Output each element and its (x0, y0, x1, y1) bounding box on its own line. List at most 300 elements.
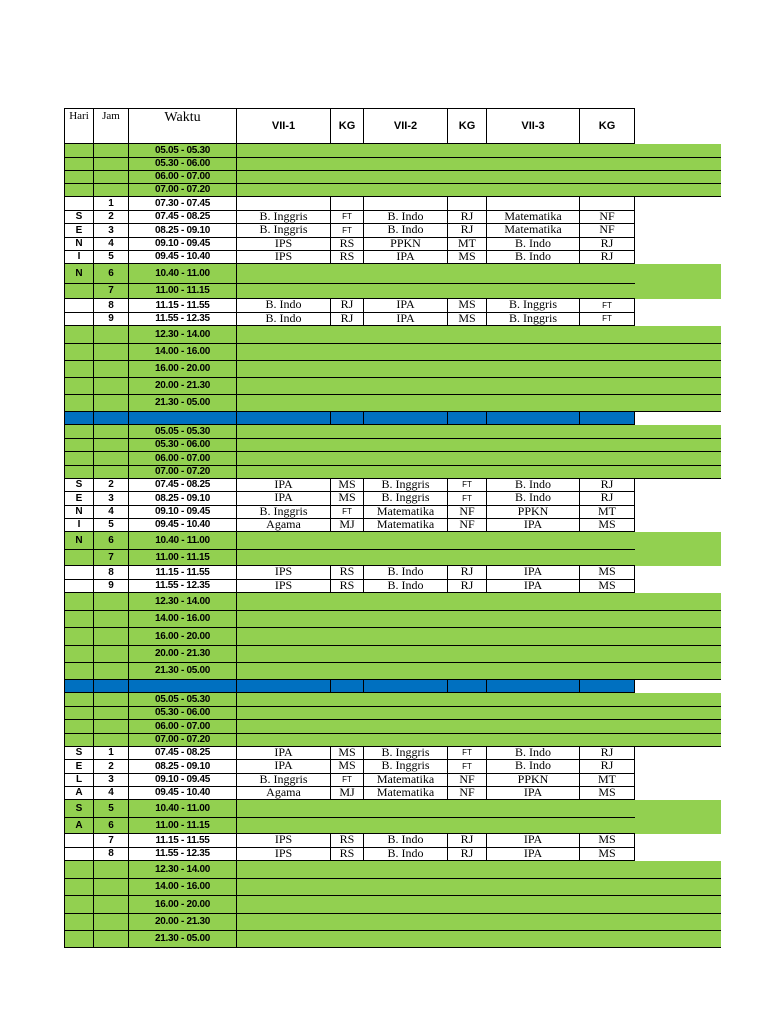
subject-cell: B. Indo (364, 566, 448, 580)
day-letter (65, 848, 94, 861)
time-range: 08.25 - 09.10 (129, 760, 237, 774)
period-number (94, 158, 129, 171)
time-range: 06.00 - 07.00 (129, 720, 237, 734)
break-row (65, 439, 721, 452)
subject-cell: IPA (487, 519, 580, 532)
subject-cell: B. Inggris (237, 211, 331, 224)
time-range: 16.00 - 20.00 (129, 628, 237, 646)
header-row (65, 109, 721, 144)
break-band-right (635, 284, 721, 299)
teacher-code: NF (448, 519, 487, 532)
subject-cell: Agama (237, 519, 331, 532)
teacher-code: MS (580, 580, 635, 593)
time-range: 05.05 - 05.30 (129, 144, 237, 158)
lesson-row (65, 479, 721, 492)
subject-cell: B. Inggris (364, 479, 448, 492)
subject-cell: B. Inggris (237, 774, 331, 787)
row-gap (635, 506, 721, 519)
time-range: 07.45 - 08.25 (129, 479, 237, 492)
teacher-code: MS (331, 479, 364, 492)
time-range: 21.30 - 05.00 (129, 663, 237, 680)
teacher-code: MS (448, 313, 487, 326)
time-range: 06.00 - 07.00 (129, 171, 237, 184)
row-gap (635, 566, 721, 580)
break-row (65, 144, 721, 158)
break-row (65, 326, 721, 344)
time-range: 07.30 - 07.45 (129, 197, 237, 211)
time-range: 09.10 - 09.45 (129, 774, 237, 787)
subject-cell: B. Indo (364, 580, 448, 593)
teacher-code: RJ (448, 211, 487, 224)
day-letter (65, 361, 94, 378)
day-letter: S (65, 747, 94, 760)
break-row (65, 550, 721, 566)
subject-cell: IPA (487, 834, 580, 848)
teacher-code: MS (331, 747, 364, 760)
subject-cell: B. Inggris (364, 492, 448, 506)
day-letter (65, 326, 94, 344)
day-letter (65, 896, 94, 914)
period-number: 7 (94, 550, 129, 566)
break-row (65, 466, 721, 479)
period-number (94, 861, 129, 879)
break-band (237, 378, 721, 395)
subject-cell: B. Inggris (487, 299, 580, 313)
separator-cell (487, 412, 580, 425)
day-letter (65, 144, 94, 158)
break-row (65, 861, 721, 879)
period-number: 9 (94, 313, 129, 326)
time-range: 14.00 - 16.00 (129, 344, 237, 361)
subject-cell: B. Inggris (364, 747, 448, 760)
period-number (94, 395, 129, 412)
break-band (237, 550, 635, 566)
period-number: 1 (94, 747, 129, 760)
row-gap (635, 787, 721, 800)
period-number: 5 (94, 251, 129, 264)
lesson-row (65, 519, 721, 532)
day-letter (65, 299, 94, 313)
teacher-code: MS (580, 787, 635, 800)
teacher-code: RJ (580, 251, 635, 264)
subject-cell: IPA (364, 251, 448, 264)
separator-gap (635, 680, 721, 693)
day-letter (65, 197, 94, 211)
separator-gap (635, 412, 721, 425)
subject-cell: IPA (364, 313, 448, 326)
time-range: 21.30 - 05.00 (129, 395, 237, 412)
time-range: 14.00 - 16.00 (129, 879, 237, 896)
period-number: 7 (94, 834, 129, 848)
subject-cell: IPS (237, 834, 331, 848)
break-band (237, 861, 721, 879)
period-number (94, 879, 129, 896)
teacher-code: RJ (448, 566, 487, 580)
subject-cell: IPS (237, 848, 331, 861)
break-row (65, 734, 721, 747)
schedule-table (64, 108, 721, 948)
teacher-code: RJ (580, 760, 635, 774)
break-row (65, 395, 721, 412)
header-filler (635, 109, 721, 144)
subject-cell: Agama (237, 787, 331, 800)
day-letter (65, 580, 94, 593)
period-number: 5 (94, 519, 129, 532)
lesson-row (65, 834, 721, 848)
day-letter (65, 931, 94, 948)
break-band (237, 896, 721, 914)
separator-cell (448, 412, 487, 425)
period-number: 2 (94, 211, 129, 224)
day-letter (65, 452, 94, 466)
teacher-code: RJ (448, 848, 487, 861)
lesson-row (65, 211, 721, 224)
header-kg-1: KG (331, 109, 364, 144)
break-band (237, 800, 635, 818)
teacher-code: RS (331, 848, 364, 861)
time-range: 09.45 - 10.40 (129, 251, 237, 264)
break-row (65, 663, 721, 680)
period-number: 1 (94, 197, 129, 211)
break-row (65, 707, 721, 720)
break-row (65, 532, 721, 550)
break-band (237, 439, 721, 452)
lesson-row (65, 197, 721, 211)
lesson-row (65, 299, 721, 313)
separator-cell (237, 680, 331, 693)
lesson-row (65, 760, 721, 774)
row-gap (635, 313, 721, 326)
row-gap (635, 519, 721, 532)
period-number (94, 734, 129, 747)
break-band (237, 628, 721, 646)
teacher-code: FT (580, 299, 635, 313)
day-letter (65, 628, 94, 646)
break-row (65, 914, 721, 931)
break-band (237, 611, 721, 628)
time-range: 12.30 - 14.00 (129, 326, 237, 344)
break-row (65, 818, 721, 834)
day-letter (65, 158, 94, 171)
row-gap (635, 774, 721, 787)
teacher-code: MS (580, 848, 635, 861)
time-range: 05.05 - 05.30 (129, 693, 237, 707)
subject-cell: B. Indo (364, 211, 448, 224)
teacher-code: RS (331, 566, 364, 580)
day-letter: I (65, 519, 94, 532)
separator-cell (94, 412, 129, 425)
break-band-right (635, 818, 721, 834)
day-letter (65, 720, 94, 734)
time-range: 11.55 - 12.35 (129, 313, 237, 326)
subject-cell: IPS (237, 566, 331, 580)
subject-cell: Matematika (364, 787, 448, 800)
separator-cell (65, 680, 94, 693)
day-letter: E (65, 492, 94, 506)
period-number (94, 707, 129, 720)
break-row (65, 264, 721, 284)
break-row (65, 646, 721, 663)
break-band-right (635, 264, 721, 284)
period-number (94, 896, 129, 914)
subject-cell: IPA (237, 760, 331, 774)
row-gap (635, 848, 721, 861)
day-letter: I (65, 251, 94, 264)
teacher-code: FT (448, 747, 487, 760)
teacher-code: FT (448, 479, 487, 492)
subject-cell: IPS (237, 580, 331, 593)
subject-cell (237, 197, 331, 211)
period-number (94, 326, 129, 344)
break-row (65, 171, 721, 184)
time-range: 05.30 - 06.00 (129, 439, 237, 452)
period-number: 8 (94, 566, 129, 580)
break-band (237, 466, 721, 479)
day-letter (65, 284, 94, 299)
time-range: 20.00 - 21.30 (129, 378, 237, 395)
subject-cell: IPA (487, 566, 580, 580)
period-number (94, 361, 129, 378)
lesson-row (65, 566, 721, 580)
break-row (65, 361, 721, 378)
day-letter: A (65, 787, 94, 800)
day-letter: N (65, 264, 94, 284)
row-gap (635, 299, 721, 313)
separator-cell (129, 680, 237, 693)
teacher-code: FT (448, 760, 487, 774)
break-band (237, 693, 721, 707)
day-letter (65, 378, 94, 395)
header-kg-2: KG (448, 109, 487, 144)
period-number (94, 663, 129, 680)
subject-cell: PPKN (487, 506, 580, 519)
period-number: 2 (94, 760, 129, 774)
day-letter (65, 611, 94, 628)
teacher-code (448, 197, 487, 211)
time-range: 07.00 - 07.20 (129, 466, 237, 479)
teacher-code: RJ (448, 834, 487, 848)
header-kg-3: KG (580, 109, 635, 144)
period-number: 4 (94, 238, 129, 251)
teacher-code: RJ (580, 238, 635, 251)
time-range: 09.45 - 10.40 (129, 519, 237, 532)
break-band (237, 593, 721, 611)
period-number (94, 171, 129, 184)
lesson-row (65, 251, 721, 264)
teacher-code: FT (331, 774, 364, 787)
period-number: 6 (94, 818, 129, 834)
break-band (237, 707, 721, 720)
separator-cell (364, 680, 448, 693)
teacher-code: RJ (331, 313, 364, 326)
day-letter (65, 693, 94, 707)
period-number: 3 (94, 224, 129, 238)
break-band (237, 452, 721, 466)
break-band (237, 532, 635, 550)
teacher-code (331, 197, 364, 211)
separator-cell (580, 412, 635, 425)
day-letter (65, 834, 94, 848)
row-gap (635, 834, 721, 848)
subject-cell: B. Indo (237, 299, 331, 313)
period-number (94, 452, 129, 466)
break-band (237, 914, 721, 931)
period-number: 5 (94, 800, 129, 818)
period-number: 2 (94, 479, 129, 492)
break-row (65, 452, 721, 466)
row-gap (635, 760, 721, 774)
header-class-vii-3: VII-3 (487, 109, 580, 144)
teacher-code (580, 197, 635, 211)
time-range: 11.15 - 11.55 (129, 299, 237, 313)
subject-cell: B. Indo (237, 313, 331, 326)
period-number (94, 144, 129, 158)
day-separator-row (65, 680, 721, 693)
break-band (237, 284, 635, 299)
subject-cell: PPKN (487, 774, 580, 787)
separator-cell (448, 680, 487, 693)
subject-cell: IPA (487, 580, 580, 593)
teacher-code: FT (580, 313, 635, 326)
teacher-code: NF (580, 211, 635, 224)
time-range: 08.25 - 09.10 (129, 224, 237, 238)
subject-cell: Matematika (364, 774, 448, 787)
day-letter (65, 914, 94, 931)
separator-cell (487, 680, 580, 693)
subject-cell: B. Inggris (487, 313, 580, 326)
subject-cell: Matematika (487, 211, 580, 224)
subject-cell: B. Inggris (364, 760, 448, 774)
period-number (94, 425, 129, 439)
day-letter (65, 566, 94, 580)
period-number (94, 344, 129, 361)
subject-cell: IPA (487, 848, 580, 861)
time-range: 08.25 - 09.10 (129, 492, 237, 506)
day-letter (65, 879, 94, 896)
break-band (237, 931, 721, 948)
day-letter (65, 593, 94, 611)
break-band (237, 818, 635, 834)
separator-cell (94, 680, 129, 693)
break-band (237, 663, 721, 680)
header-hari: Hari (65, 109, 94, 144)
time-range: 10.40 - 11.00 (129, 532, 237, 550)
subject-cell: B. Indo (487, 492, 580, 506)
teacher-code: NF (580, 224, 635, 238)
time-range: 05.30 - 06.00 (129, 158, 237, 171)
subject-cell: IPA (487, 787, 580, 800)
separator-cell (331, 680, 364, 693)
schedule-sheet (64, 108, 721, 948)
time-range: 21.30 - 05.00 (129, 931, 237, 948)
teacher-code: RJ (448, 580, 487, 593)
time-range: 20.00 - 21.30 (129, 646, 237, 663)
time-range: 14.00 - 16.00 (129, 611, 237, 628)
teacher-code: RJ (448, 224, 487, 238)
break-band (237, 326, 721, 344)
time-range: 11.15 - 11.55 (129, 834, 237, 848)
teacher-code: RJ (580, 492, 635, 506)
teacher-code: MJ (331, 519, 364, 532)
teacher-code: FT (448, 492, 487, 506)
time-range: 09.10 - 09.45 (129, 506, 237, 519)
subject-cell: B. Indo (487, 238, 580, 251)
break-band (237, 344, 721, 361)
break-row (65, 611, 721, 628)
break-band (237, 720, 721, 734)
subject-cell: B. Indo (487, 251, 580, 264)
time-range: 07.00 - 07.20 (129, 734, 237, 747)
day-letter: N (65, 532, 94, 550)
time-range: 05.30 - 06.00 (129, 707, 237, 720)
period-number: 4 (94, 506, 129, 519)
day-letter: E (65, 760, 94, 774)
time-range: 12.30 - 14.00 (129, 861, 237, 879)
day-letter: S (65, 211, 94, 224)
subject-cell: B. Indo (487, 760, 580, 774)
break-row (65, 800, 721, 818)
separator-cell (129, 412, 237, 425)
row-gap (635, 747, 721, 760)
day-letter: N (65, 506, 94, 519)
day-letter (65, 313, 94, 326)
subject-cell: B. Indo (364, 848, 448, 861)
period-number (94, 628, 129, 646)
lesson-row (65, 506, 721, 519)
lesson-row (65, 238, 721, 251)
day-letter (65, 344, 94, 361)
day-letter (65, 663, 94, 680)
break-band (237, 879, 721, 896)
break-row (65, 425, 721, 439)
day-letter (65, 395, 94, 412)
break-row (65, 593, 721, 611)
day-letter: N (65, 238, 94, 251)
day-letter (65, 171, 94, 184)
period-number: 7 (94, 284, 129, 299)
lesson-row (65, 747, 721, 760)
teacher-code: MT (580, 506, 635, 519)
day-letter (65, 466, 94, 479)
day-letter (65, 861, 94, 879)
subject-cell: IPA (237, 747, 331, 760)
day-letter: L (65, 774, 94, 787)
subject-cell: B. Indo (364, 834, 448, 848)
lesson-row (65, 848, 721, 861)
break-row (65, 879, 721, 896)
subject-cell: Matematika (487, 224, 580, 238)
subject-cell: IPA (364, 299, 448, 313)
teacher-code: RS (331, 251, 364, 264)
teacher-code: RJ (580, 747, 635, 760)
teacher-code: RJ (331, 299, 364, 313)
teacher-code: RS (331, 238, 364, 251)
separator-cell (237, 412, 331, 425)
break-band (237, 171, 721, 184)
period-number (94, 466, 129, 479)
subject-cell: B. Indo (487, 479, 580, 492)
day-letter (65, 734, 94, 747)
time-range: 09.45 - 10.40 (129, 787, 237, 800)
period-number (94, 931, 129, 948)
separator-cell (65, 412, 94, 425)
time-range: 09.10 - 09.45 (129, 238, 237, 251)
time-range: 11.00 - 11.15 (129, 818, 237, 834)
teacher-code: MS (580, 566, 635, 580)
time-range: 10.40 - 11.00 (129, 264, 237, 284)
time-range: 06.00 - 07.00 (129, 452, 237, 466)
period-number (94, 593, 129, 611)
